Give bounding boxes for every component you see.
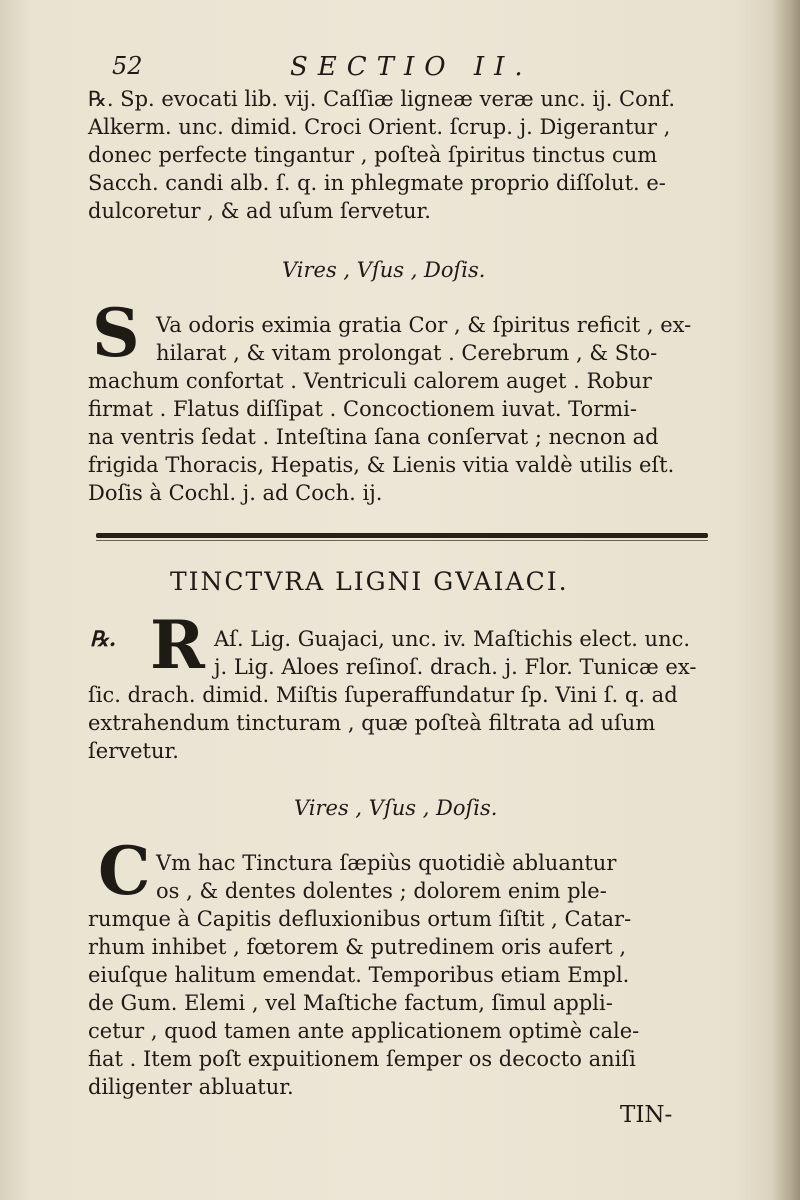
text-line: ſic. drach. dimid. Miſtis ſuperaffundatur ſp. Vini ſ. q. ad xyxy=(88,683,678,707)
text-line: Aſ. Lig. Guajaci, unc. iv. Maſtichis elect. unc. xyxy=(214,627,691,651)
text-line: Sacch. candi alb. ſ. q. in phlegmate proprio diſſolut. e- xyxy=(88,171,666,195)
text-line: na ventris ſedat . Inteſtina ſana conſervat ; necnon ad xyxy=(88,425,659,449)
text-line: ℞. Sp. evocati lib. vij. Caſſiæ ligneæ veræ unc. ij. Conf. xyxy=(88,87,675,111)
page-number: 52 xyxy=(112,52,143,80)
catchword: TIN- xyxy=(620,1102,673,1128)
text-line: machum confortat . Ventriculi calorem auget . Robur xyxy=(88,369,652,393)
text-line: cetur , quod tamen ante applicationem optimè cale- xyxy=(88,1019,640,1043)
text-line: ſervetur. xyxy=(88,739,179,763)
text-line: fiat . Item poſt expuitionem ſemper os decocto aniſi xyxy=(88,1047,636,1071)
text-line: frigida Thoracis, Hepatis, & Lienis vitia valdè utilis eſt. xyxy=(88,453,675,477)
text-line: diligenter abluatur. xyxy=(88,1075,294,1099)
section-divider-thin-rule xyxy=(96,540,708,541)
text-line: Vm hac Tinctura ſæpiùs quotidiè abluantur xyxy=(156,851,617,875)
text-line: firmat . Flatus diſſipat . Concoctionem iuvat. Tormi- xyxy=(88,397,637,421)
recipe-symbol: ℞. xyxy=(90,626,117,651)
text-line: rhum inhibet , fœtorem & putredinem oris aufert , xyxy=(88,935,627,959)
subheading-vires-usus-dosis: Vires , Vſus , Doſis. xyxy=(294,796,498,820)
text-line: j. Lig. Aloes reſinoſ. drach. j. Flor. Tunicæ ex- xyxy=(214,655,697,679)
page-edge-shadow xyxy=(772,0,800,1200)
text-line: Doſis à Cochl. j. ad Coch. ij. xyxy=(88,481,383,505)
text-line: rumque à Capitis defluxionibus ortum ſiſtit , Catar- xyxy=(88,907,632,931)
subheading-vires-usus-dosis: Vires , Vſus , Doſis. xyxy=(282,258,486,282)
text-line: donec perfecte tingantur , poſteà ſpiritus tinctus cum xyxy=(88,143,658,167)
text-line: de Gum. Elemi , vel Maſtiche factum, ſimul appli- xyxy=(88,991,613,1015)
text-line: dulcoretur , & ad uſum ſervetur. xyxy=(88,199,431,223)
drop-cap: R xyxy=(150,606,205,684)
text-line: hilarat , & vitam prolongat . Cerebrum , & Sto- xyxy=(156,341,658,365)
section-divider-rule xyxy=(96,533,708,538)
text-line: Va odoris eximia gratia Cor , & ſpiritus reficit , ex- xyxy=(156,313,692,337)
text-line: os , & dentes dolentes ; dolorem enim ple- xyxy=(156,879,607,903)
section-title: TINCTVRA LIGNI GVAIACI. xyxy=(170,567,569,596)
running-head: SECTIO II. xyxy=(290,52,533,82)
text-line: Alkerm. unc. dimid. Croci Orient. ſcrup. j. Digerantur , xyxy=(88,115,671,139)
drop-cap: C xyxy=(98,832,151,910)
text-line: eiuſque halitum emendat. Temporibus etiam Empl. xyxy=(88,963,630,987)
drop-cap: S xyxy=(92,294,140,372)
text-line: extrahendum tincturam , quæ poſteà filtrata ad uſum xyxy=(88,711,656,735)
